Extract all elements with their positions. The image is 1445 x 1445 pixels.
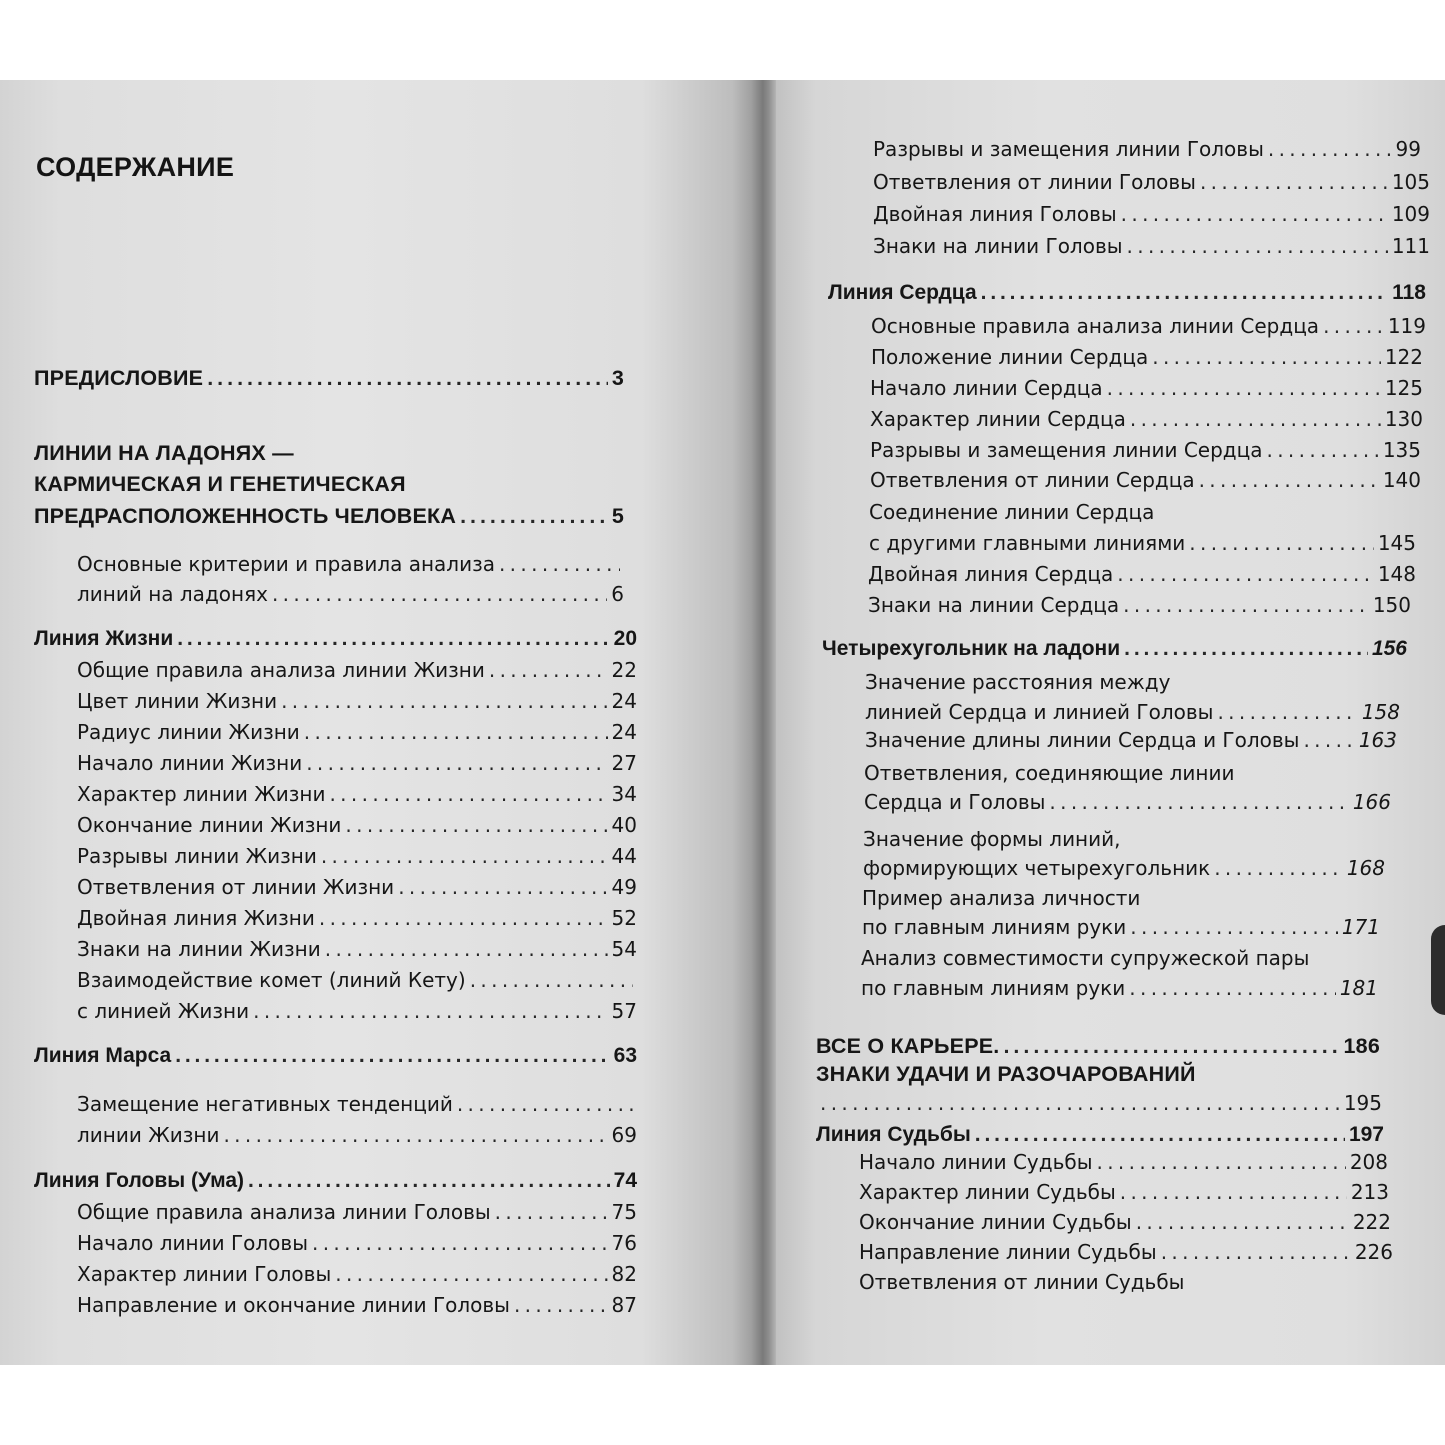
toc-entry (870, 405, 1423, 433)
toc-entry-page-number: 118 (1392, 281, 1426, 304)
toc-entry (861, 944, 1378, 972)
toc-entry-page-number: 109 (1391, 202, 1430, 226)
toc-entry (870, 436, 1421, 464)
dot-leader (1267, 436, 1379, 464)
dot-leader (1136, 1208, 1349, 1236)
dot-leader (1303, 726, 1354, 754)
toc-entry-title: Линия Головы (Ума) (34, 1169, 244, 1192)
toc-entry-title: ПРЕДИСЛОВИЕ (34, 366, 204, 390)
toc-entry (77, 780, 637, 808)
toc-entry (34, 502, 624, 530)
dot-leader (253, 997, 607, 1025)
toc-entry-page-number: 24 (611, 720, 637, 744)
dot-leader (1152, 343, 1381, 371)
toc-entry-title: Знаки на линии Головы (873, 234, 1123, 258)
toc-entry-title: Характер линии Головы (77, 1262, 332, 1286)
toc-entry (864, 788, 1391, 816)
dot-leader (223, 1121, 607, 1149)
dot-leader (457, 1090, 633, 1118)
dot-leader (325, 935, 608, 963)
toc-entry (77, 1121, 637, 1149)
toc-entry-title: Положение линии Сердца (871, 345, 1149, 369)
dot-leader (1123, 591, 1369, 619)
toc-entry-title: Линия Судьбы (816, 1123, 971, 1146)
toc-entry-page-number: 135 (1382, 438, 1421, 462)
toc-entry-title: Ответвления от линии Судьбы (859, 1270, 1185, 1294)
toc-entry (865, 726, 1397, 754)
dot-leader (281, 687, 607, 715)
dot-leader (1214, 854, 1343, 882)
toc-entry-title: Четырехугольник на ладони (822, 637, 1121, 660)
toc-entry-title: Знаки на линии Сердца (868, 593, 1120, 617)
toc-entry-title: ВСЕ О КАРЬЕРЕ. (816, 1034, 1000, 1058)
toc-entry (34, 364, 624, 392)
toc-entry (77, 1090, 637, 1118)
toc-entry-title: линии Жизни (77, 1123, 220, 1147)
toc-entry-title: Направление линии Судьбы (859, 1240, 1157, 1264)
toc-entry-page-number: 140 (1382, 468, 1421, 492)
dot-leader (1200, 168, 1388, 196)
toc-entry-page-number: 5 (611, 504, 624, 528)
toc-entry-page-number: 125 (1384, 376, 1423, 400)
toc-entry (816, 1032, 1380, 1060)
dot-leader (1129, 974, 1336, 1002)
toc-entry (861, 974, 1378, 1002)
toc-entry-title: Ответвления, соединяющие линии (864, 761, 1235, 785)
toc-entry-title: Знаки на линии Жизни (77, 937, 321, 961)
toc-entry-title: Общие правила анализа линии Головы (77, 1200, 491, 1224)
toc-entry-page-number: 148 (1377, 562, 1416, 586)
dot-leader (177, 625, 609, 653)
toc-entry-title: Характер линии Судьбы (859, 1180, 1116, 1204)
toc-entry-page-number: 197 (1348, 1123, 1384, 1146)
dot-leader (1127, 232, 1388, 260)
dot-leader (495, 1198, 608, 1226)
toc-entry-title: Ответвления от линии Головы (873, 170, 1196, 194)
toc-entry (34, 439, 624, 467)
toc-entry (77, 873, 637, 901)
toc-entry (77, 687, 637, 715)
dot-leader (1124, 635, 1368, 663)
toc-entry-title: Ответвления от линии Жизни (77, 875, 395, 899)
dot-leader (175, 1042, 609, 1070)
dot-leader (1120, 1178, 1347, 1206)
toc-entry (77, 1260, 637, 1288)
dot-leader (345, 811, 607, 839)
dot-leader (321, 842, 608, 870)
dot-leader (470, 966, 633, 994)
toc-entry-page-number: 213 (1350, 1180, 1389, 1204)
toc-entry (870, 466, 1421, 494)
toc-entry-title: Цвет линии Жизни (77, 689, 278, 713)
toc-entry-page-number: 24 (611, 689, 637, 713)
toc-entry-page-number: 181 (1339, 976, 1378, 1000)
dot-leader (272, 580, 607, 608)
toc-entry-page-number: 22 (611, 658, 637, 682)
toc-entry-title: ЛИНИИ НА ЛАДОНЯХ — (34, 441, 294, 465)
toc-entry-title: ПРЕДРАСПОЛОЖЕННОСТЬ ЧЕЛОВЕКА (34, 504, 457, 528)
toc-entry-page-number: 6 (611, 582, 624, 606)
dot-leader (1161, 1238, 1351, 1266)
toc-entry (77, 749, 637, 777)
dot-leader (398, 873, 607, 901)
dot-leader (335, 1260, 607, 1288)
dot-leader (981, 279, 1388, 307)
dot-leader (460, 502, 608, 530)
toc-entry-title: Начало линии Судьбы (859, 1150, 1093, 1174)
toc-entry-page-number: 40 (611, 813, 637, 837)
toc-entry-title: Направление и окончание линии Головы (77, 1293, 510, 1317)
toc-entry-page-number: 82 (611, 1262, 637, 1286)
toc-entry (868, 591, 1411, 619)
toc-entry (77, 842, 637, 870)
dot-leader (1189, 529, 1374, 557)
toc-entry (34, 470, 624, 498)
toc-entry-page-number: 54 (611, 937, 637, 961)
toc-entry-page-number: 63 (613, 1044, 637, 1067)
toc-entry-title: Общие правила анализа линии Жизни (77, 658, 485, 682)
toc-entry-title: Сердца и Головы (864, 790, 1046, 814)
dot-leader (304, 718, 608, 746)
dot-leader (1107, 374, 1381, 402)
toc-entry-title: Начало линии Головы (77, 1231, 308, 1255)
toc-entry-page-number: 75 (611, 1200, 637, 1224)
toc-entry-title: по главным линиям руки (861, 976, 1126, 1000)
toc-entry-page-number: 208 (1349, 1150, 1388, 1174)
dot-leader (312, 1229, 608, 1257)
toc-entry-title: Окончание линии Жизни (77, 813, 342, 837)
toc-entry (77, 966, 637, 994)
toc-entry-page-number: 105 (1391, 170, 1430, 194)
toc-entry-title: с другими главными линиями (869, 531, 1186, 555)
toc-entry (863, 825, 1385, 853)
toc-entry-title: КАРМИЧЕСКАЯ И ГЕНЕТИЧЕСКАЯ (34, 472, 406, 496)
toc-entry-title: Разрывы и замещения линии Сердца (870, 438, 1263, 462)
toc-entry-page-number: 119 (1387, 314, 1426, 338)
toc-entry (869, 498, 1416, 526)
toc-entry-title: Разрывы и замещения линии Головы (873, 137, 1264, 161)
toc-entry-page-number: 44 (611, 844, 637, 868)
toc-entry (34, 1042, 637, 1070)
toc-entry (816, 1089, 1382, 1117)
toc-entry (816, 1121, 1384, 1149)
dot-leader (1003, 1032, 1339, 1060)
toc-entry (859, 1178, 1389, 1206)
toc-entry (859, 1268, 1395, 1296)
toc-entry-title: Линия Сердца (828, 281, 977, 304)
toc-entry-title: Анализ совместимости супружеской пары (861, 946, 1310, 970)
toc-entry (869, 529, 1416, 557)
page-title: СОДЕРЖАНИЕ (36, 152, 235, 182)
toc-entry-title: Замещение негативных тенденций (77, 1092, 453, 1116)
toc-entry-title: с линией Жизни (77, 999, 250, 1023)
toc-entry (77, 580, 624, 608)
toc-entry-page-number: 27 (611, 751, 637, 775)
toc-entry-page-number: 99 (1395, 137, 1421, 161)
dot-leader (319, 904, 608, 932)
toc-entry (865, 668, 1399, 696)
toc-entry (873, 200, 1430, 228)
toc-entry-title: Двойная линия Жизни (77, 906, 315, 930)
toc-entry-page-number: 130 (1384, 407, 1423, 431)
toc-entry-title: ЗНАКИ УДАЧИ И РАЗОЧАРОВАНИЙ (816, 1062, 1196, 1086)
toc-entry-title: формирующих четырехугольник (863, 856, 1211, 880)
dot-leader (489, 656, 608, 684)
toc-entry (77, 1198, 637, 1226)
toc-entry (863, 854, 1385, 882)
toc-entry (816, 1060, 1380, 1088)
bookmark-ribbon (1431, 925, 1445, 1015)
toc-entry-page-number: 34 (611, 782, 637, 806)
toc-entry-title: Характер линии Сердца (870, 407, 1126, 431)
toc-entry (77, 718, 637, 746)
toc-entry-page-number: 122 (1384, 345, 1423, 369)
toc-entry-title: Двойная линия Головы (873, 202, 1117, 226)
toc-entry-title: Разрывы линии Жизни (77, 844, 317, 868)
toc-entry (868, 560, 1416, 588)
dot-leader (1268, 135, 1392, 163)
dot-leader (820, 1089, 1340, 1117)
dot-leader (514, 1291, 608, 1319)
toc-entry-page-number: 49 (611, 875, 637, 899)
toc-entry (859, 1208, 1391, 1236)
toc-entry (864, 759, 1391, 787)
dot-leader (207, 364, 608, 392)
toc-entry-page-number: 158 (1361, 700, 1400, 724)
toc-entry (77, 550, 624, 578)
toc-entry-page-number: 69 (611, 1123, 637, 1147)
dot-leader (1049, 788, 1348, 816)
toc-entry (862, 884, 1380, 912)
toc-entry (77, 1229, 637, 1257)
toc-entry (871, 312, 1426, 340)
dot-leader (1130, 405, 1381, 433)
toc-entry-page-number: 87 (611, 1293, 637, 1317)
toc-entry-page-number: 163 (1358, 728, 1397, 752)
toc-entry-title: по главным линиям руки (862, 915, 1127, 939)
toc-entry-title: Ответвления от линии Сердца (870, 468, 1195, 492)
toc-entry-page-number: 226 (1354, 1240, 1393, 1264)
dot-leader (1217, 698, 1357, 726)
toc-entry (870, 374, 1423, 402)
toc-entry (873, 135, 1421, 163)
toc-entry-title: Начало линии Жизни (77, 751, 303, 775)
dot-leader (1323, 312, 1384, 340)
dot-leader (1097, 1148, 1346, 1176)
toc-entry (34, 625, 637, 653)
toc-entry-title: Значение длины линии Сердца и Головы (865, 728, 1300, 752)
dot-leader (329, 780, 607, 808)
toc-entry (865, 698, 1400, 726)
toc-entry (77, 1291, 637, 1319)
toc-entry-page-number: 76 (611, 1231, 637, 1255)
toc-entry-page-number: 168 (1346, 856, 1385, 880)
toc-entry (859, 1238, 1393, 1266)
toc-entry-title: Значение формы линий, (863, 827, 1121, 851)
dot-leader (1117, 560, 1374, 588)
toc-entry-page-number: 195 (1343, 1091, 1382, 1115)
toc-entry-page-number: 171 (1341, 915, 1380, 939)
toc-entry-title: Соединение линии Сердца (869, 500, 1155, 524)
toc-entry-title: Окончание линии Судьбы (859, 1210, 1132, 1234)
toc-entry-title: Линия Жизни (34, 627, 174, 650)
toc-entry (77, 935, 637, 963)
toc-entry (873, 232, 1430, 260)
toc-entry (77, 811, 637, 839)
toc-entry-title: Характер линии Жизни (77, 782, 326, 806)
dot-leader (1130, 913, 1338, 941)
toc-entry-page-number: 111 (1391, 234, 1430, 258)
toc-entry (77, 656, 637, 684)
toc-entry (871, 343, 1423, 371)
toc-entry (77, 997, 637, 1025)
toc-entry-title: Двойная линия Сердца (868, 562, 1114, 586)
toc-entry-title: Радиус линии Жизни (77, 720, 300, 744)
toc-entry-title: линий на ладонях (77, 582, 268, 606)
dot-leader (975, 1121, 1345, 1149)
toc-entry (34, 1167, 637, 1195)
toc-entry-page-number: 186 (1343, 1034, 1380, 1058)
toc-entry-page-number: 3 (611, 366, 624, 390)
toc-entry-page-number: 52 (611, 906, 637, 930)
toc-entry-title: Значение расстояния между (865, 670, 1171, 694)
toc-entry-page-number: 145 (1377, 531, 1416, 555)
toc-entry-title: Взаимодействие комет (линий Кету) (77, 968, 466, 992)
dot-leader (248, 1167, 610, 1195)
toc-entry-page-number: 57 (611, 999, 637, 1023)
toc-entry (862, 913, 1380, 941)
toc-entry-title: Пример анализа личности (862, 886, 1141, 910)
toc-entry (822, 635, 1407, 663)
toc-entry (828, 279, 1426, 307)
toc-entry-page-number: 222 (1352, 1210, 1391, 1234)
toc-entry-page-number: 20 (613, 627, 637, 650)
toc-entry-title: линией Сердца и линией Головы (865, 700, 1214, 724)
dot-leader (1121, 200, 1388, 228)
dot-leader (1199, 466, 1379, 494)
toc-entry-page-number: 150 (1372, 593, 1411, 617)
toc-entry (859, 1148, 1388, 1176)
dot-leader (499, 550, 620, 578)
toc-entry-page-number: 156 (1371, 637, 1407, 660)
toc-entry-title: Основные правила анализа линии Сердца (871, 314, 1320, 338)
toc-entry (873, 168, 1430, 196)
toc-entry-title: Основные критерии и правила анализа (77, 552, 495, 576)
toc-entry-title: Линия Марса (34, 1044, 172, 1067)
dot-leader (306, 749, 607, 777)
book-gutter (752, 80, 776, 1365)
toc-entry (77, 904, 637, 932)
toc-entry-page-number: 166 (1352, 790, 1391, 814)
toc-entry-page-number: 74 (613, 1169, 637, 1192)
toc-entry-title: Начало линии Сердца (870, 376, 1103, 400)
